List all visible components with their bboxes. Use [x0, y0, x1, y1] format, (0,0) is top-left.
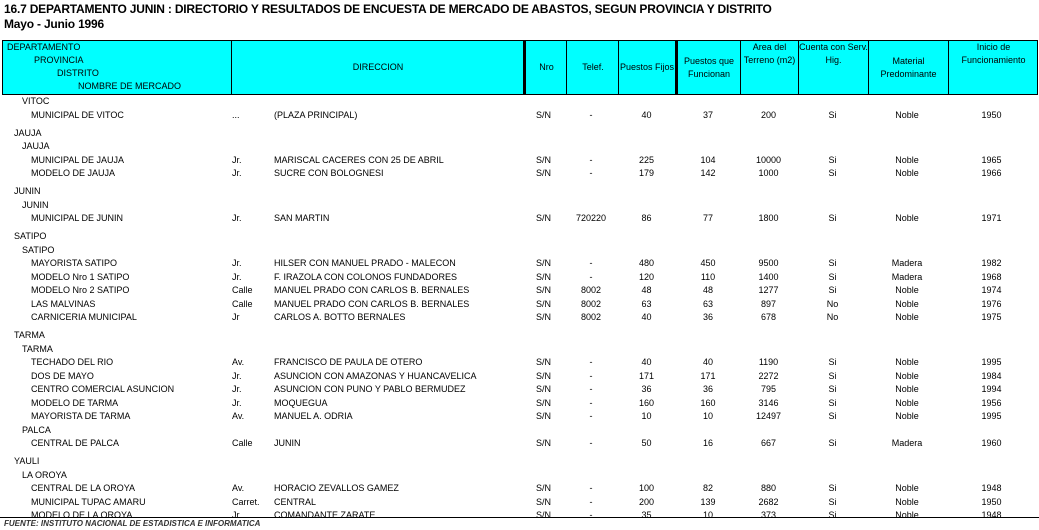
cell-area: 1400 [758, 271, 779, 282]
cell-via: Calle [232, 438, 253, 448]
cell-area: 1800 [758, 213, 779, 223]
market-name: MUNICIPAL TUPAC AMARU [31, 496, 146, 507]
provincia-row [0, 455, 1039, 469]
cell-dir: COMANDANTE ZARATE [274, 510, 376, 520]
header-departamento: DEPARTAMENTO [7, 42, 81, 52]
cell-area: 9500 [758, 258, 779, 268]
cell-serv: Si [828, 271, 837, 282]
cell-serv: Si [828, 285, 837, 295]
table-row [0, 257, 1039, 271]
cell-via: Jr. [232, 384, 242, 394]
header-inicio: Inicio de Funcionamiento [948, 41, 1038, 94]
cell-dir: SUCRE CON BOLOGNESI [274, 168, 384, 178]
cell-nro: S/N [535, 154, 551, 165]
cell-func: 16 [702, 438, 713, 448]
cell-ini: 1994 [981, 384, 1002, 394]
cell-tel: - [589, 397, 593, 408]
cell-ini: 1971 [981, 213, 1002, 223]
cell-dir: MOQUEGUA [274, 397, 328, 408]
cell-via: Jr. [232, 370, 242, 381]
cell-tel: 8002 [580, 285, 602, 295]
cell-tel: - [589, 154, 593, 165]
distrito-row [0, 140, 1039, 154]
cell-serv: No [826, 312, 839, 322]
cell-ini: 1956 [981, 397, 1002, 408]
cell-dir: ASUNCION CON AMAZONAS Y HUANCAVELICA [274, 370, 477, 381]
cell-fijos: 160 [638, 397, 655, 408]
market-name: CENTRO COMERCIAL ASUNCION [31, 384, 175, 394]
market-name: DOS DE MAYO [31, 370, 94, 381]
table-row [0, 397, 1039, 411]
table-row [0, 154, 1039, 168]
cell-via: Av. [232, 357, 245, 367]
cell-ini: 1995 [981, 357, 1002, 367]
cell-area: 795 [760, 384, 777, 394]
cell-ini: 1950 [981, 496, 1002, 507]
cell-area: 1190 [758, 357, 779, 367]
header-nombre: NOMBRE DE MERCADO [78, 81, 182, 91]
cell-fijos: 48 [641, 285, 652, 295]
cell-mat: Noble [895, 168, 919, 178]
cell-dir: HILSER CON MANUEL PRADO - MALECON [274, 258, 456, 268]
cell-ini: 1965 [981, 154, 1002, 165]
cell-nro: S/N [535, 312, 551, 322]
cell-nro: S/N [535, 411, 551, 421]
table-row [0, 167, 1039, 181]
cell-via: Calle [232, 285, 253, 295]
cell-fijos: 225 [638, 154, 655, 165]
cell-func: 82 [702, 483, 713, 493]
header-fijos: Puestos Fijos [618, 41, 675, 94]
cell-func: 36 [702, 384, 713, 394]
cell-mat: Noble [895, 109, 919, 120]
cell-serv: Si [828, 154, 837, 165]
cell-fijos: 40 [641, 109, 652, 120]
cell-nro: S/N [535, 168, 551, 178]
cell-serv: Si [828, 384, 837, 394]
cell-area: 897 [760, 298, 777, 309]
market-name: MAYORISTA DE TARMA [31, 411, 131, 421]
report-subtitle: Mayo - Junio 1996 [4, 17, 104, 31]
cell-tel: - [589, 109, 593, 120]
market-name: MODELO Nro 1 SATIPO [31, 271, 130, 282]
cell-dir: JUNIN [274, 438, 301, 448]
cell-tel: - [589, 168, 593, 178]
distrito-name: TARMA [22, 343, 53, 354]
cell-tel: - [589, 496, 593, 507]
cell-fijos: 179 [638, 168, 655, 178]
cell-tel: - [589, 483, 593, 493]
distrito-row [0, 95, 1039, 109]
cell-via: ... [232, 109, 240, 120]
cell-mat: Madera [891, 438, 923, 448]
cell-func: 10 [702, 510, 713, 520]
market-name: MODELO DE JAUJA [31, 168, 116, 178]
provincia-row [0, 127, 1039, 141]
cell-tel: - [589, 510, 593, 520]
market-name: MODELO Nro 2 SATIPO [31, 285, 130, 295]
cell-area: 2272 [758, 370, 779, 381]
cell-area: 200 [760, 109, 777, 120]
distrito-name: PALCA [22, 424, 51, 435]
table-row [0, 410, 1039, 424]
cell-via: Jr. [232, 154, 242, 165]
cell-mat: Noble [895, 357, 919, 367]
provincia-row [0, 329, 1039, 343]
market-name: MODELO DE TARMA [31, 397, 119, 408]
cell-dir: ASUNCION CON PUNO Y PABLO BERMUDEZ [274, 384, 466, 394]
cell-fijos: 100 [638, 483, 655, 493]
cell-func: 37 [702, 109, 713, 120]
cell-func: 10 [702, 411, 713, 421]
market-name: MUNICIPAL DE JAUJA [31, 154, 125, 165]
cell-fijos: 36 [641, 384, 652, 394]
cell-mat: Noble [895, 483, 919, 493]
cell-mat: Noble [895, 298, 919, 309]
cell-mat: Noble [895, 213, 919, 223]
cell-area: 1277 [758, 285, 779, 295]
cell-via: Jr. [232, 213, 242, 223]
cell-fijos: 200 [638, 496, 655, 507]
cell-tel: 8002 [580, 312, 602, 322]
cell-dir: MANUEL A. ODRIA [274, 411, 353, 421]
market-name: LAS MALVINAS [31, 298, 96, 309]
provincia-name: YAULI [14, 456, 40, 466]
cell-area: 373 [760, 510, 777, 520]
table-row [0, 356, 1039, 370]
cell-nro: S/N [535, 285, 551, 295]
cell-mat: Noble [895, 370, 919, 381]
provincia-row [0, 230, 1039, 244]
cell-dir: F. IRAZOLA CON COLONOS FUNDADORES [274, 271, 458, 282]
cell-nro: S/N [535, 109, 551, 120]
cell-ini: 1948 [981, 483, 1002, 493]
cell-fijos: 63 [641, 298, 652, 309]
cell-func: 142 [700, 168, 716, 178]
cell-dir: MANUEL PRADO CON CARLOS B. BERNALES [274, 285, 470, 295]
cell-mat: Noble [895, 154, 919, 165]
cell-fijos: 35 [641, 510, 652, 520]
cell-serv: Si [828, 483, 837, 493]
cell-tel: - [589, 438, 593, 448]
cell-ini: 1974 [981, 285, 1002, 295]
cell-mat: Madera [891, 258, 923, 268]
cell-via: Av. [232, 411, 245, 421]
distrito-row [0, 199, 1039, 213]
cell-func: 160 [700, 397, 716, 408]
distrito-name: JUNIN [22, 199, 49, 210]
header-nro: Nro [523, 41, 567, 94]
table-row [0, 383, 1039, 397]
distrito-row [0, 469, 1039, 483]
table-row [0, 437, 1039, 451]
cell-area: 678 [760, 312, 777, 322]
cell-dir: SAN MARTIN [274, 213, 330, 223]
cell-mat: Noble [895, 312, 919, 322]
cell-area: 880 [760, 483, 777, 493]
cell-tel: - [589, 370, 593, 381]
cell-mat: Madera [891, 271, 923, 282]
header-area: Area del Terreno (m2) [740, 41, 798, 94]
cell-fijos: 10 [641, 411, 652, 421]
bottom-rule [0, 517, 1039, 518]
cell-serv: Si [828, 411, 837, 421]
cell-mat: Noble [895, 510, 919, 520]
report-title: 16.7 DEPARTAMENTO JUNIN : DIRECTORIO Y RESULTADOS DE ENCUESTA DE MERCADO DE ABASTOS, SEGUN PROVINCIA Y DISTRITO [4, 2, 772, 16]
provincia-name: JUNIN [14, 186, 41, 196]
cell-dir: (PLAZA PRINCIPAL) [274, 109, 358, 120]
cell-via: Av. [232, 483, 245, 493]
market-name: MAYORISTA SATIPO [31, 258, 118, 268]
cell-dir: CENTRAL [274, 496, 317, 507]
table-row [0, 271, 1039, 285]
cell-tel: 720220 [575, 213, 607, 223]
cell-serv: Si [828, 370, 837, 381]
market-name: MODELO DE LA OROYA [31, 510, 133, 520]
header-funcionan: Puestos que Funcionan [675, 41, 740, 94]
cell-area: 10000 [755, 154, 782, 165]
cell-nro: S/N [535, 384, 551, 394]
market-name: CENTRAL DE PALCA [31, 438, 120, 448]
cell-fijos: 50 [641, 438, 652, 448]
cell-area: 667 [760, 438, 777, 448]
cell-mat: Noble [895, 411, 919, 421]
cell-mat: Noble [895, 397, 919, 408]
cell-nro: S/N [535, 397, 551, 408]
cell-ini: 1976 [981, 298, 1002, 309]
table-header [2, 40, 1038, 95]
market-name: MUNICIPAL DE VITOC [31, 109, 124, 120]
cell-func: 40 [702, 357, 713, 367]
cell-nro: S/N [535, 357, 551, 367]
cell-func: 450 [700, 258, 716, 268]
cell-ini: 1975 [981, 312, 1002, 322]
cell-serv: Si [828, 213, 837, 223]
market-name: MUNICIPAL DE JUNIN [31, 213, 124, 223]
cell-serv: No [826, 298, 839, 309]
table-body [0, 95, 1039, 523]
market-name: CARNICERIA MUNICIPAL [31, 312, 137, 322]
market-name: CENTRAL DE LA OROYA [31, 483, 136, 493]
table-row [0, 212, 1039, 226]
cell-via: Jr [232, 312, 240, 322]
table-row [0, 284, 1039, 298]
cell-mat: Noble [895, 384, 919, 394]
header-material: Material Predominante [868, 41, 948, 94]
provincia-name: JAUJA [14, 127, 42, 138]
cell-fijos: 40 [641, 312, 652, 322]
cell-fijos: 480 [638, 258, 655, 268]
cell-dir: CARLOS A. BOTTO BERNALES [274, 312, 406, 322]
cell-nro: S/N [535, 496, 551, 507]
cell-ini: 1984 [981, 370, 1002, 381]
cell-serv: Si [828, 109, 837, 120]
table-row [0, 311, 1039, 325]
cell-nro: S/N [535, 510, 551, 520]
cell-nro: S/N [535, 483, 551, 493]
header-distrito: DISTRITO [57, 68, 99, 78]
provincia-name: SATIPO [14, 231, 47, 241]
cell-mat: Noble [895, 285, 919, 295]
distrito-name: SATIPO [22, 244, 55, 255]
provincia-name: TARMA [14, 330, 45, 340]
header-telef: Telef. [566, 41, 619, 94]
cell-dir: HORACIO ZEVALLOS GAMEZ [274, 483, 399, 493]
cell-area: 1000 [758, 168, 779, 178]
cell-ini: 1966 [981, 168, 1002, 178]
cell-ini: 1968 [981, 271, 1002, 282]
cell-tel: - [589, 258, 593, 268]
cell-ini: 1950 [981, 109, 1002, 120]
cell-nro: S/N [535, 271, 551, 282]
cell-func: 139 [700, 496, 716, 507]
table-row [0, 298, 1039, 312]
distrito-name: LA OROYA [22, 469, 67, 480]
cell-ini: 1960 [981, 438, 1002, 448]
cell-fijos: 171 [638, 370, 655, 381]
cell-nro: S/N [535, 213, 551, 223]
cell-via: Jr. [232, 510, 242, 520]
cell-nro: S/N [535, 298, 551, 309]
cell-via: Jr. [232, 258, 242, 268]
cell-fijos: 120 [638, 271, 655, 282]
table-row [0, 109, 1039, 123]
header-provincia: PROVINCIA [34, 55, 84, 65]
distrito-row [0, 244, 1039, 258]
cell-func: 171 [700, 370, 716, 381]
cell-serv: Si [828, 258, 837, 268]
cell-func: 104 [700, 154, 716, 165]
cell-area: 12497 [755, 411, 782, 421]
cell-ini: 1995 [981, 411, 1002, 421]
cell-func: 48 [702, 285, 713, 295]
header-serv: Cuenta con Serv. Hig. [798, 41, 868, 94]
cell-func: 77 [702, 213, 713, 223]
table-row [0, 496, 1039, 510]
cell-ini: 1948 [981, 510, 1002, 520]
cell-area: 3146 [758, 397, 779, 408]
cell-nro: S/N [535, 370, 551, 381]
cell-nro: S/N [535, 258, 551, 268]
distrito-name: VITOC [22, 96, 50, 106]
cell-via: Calle [232, 298, 253, 309]
cell-ini: 1982 [981, 258, 1002, 268]
cell-via: Jr. [232, 168, 242, 178]
distrito-name: JAUJA [22, 141, 50, 151]
market-name: TECHADO DEL RIO [31, 357, 114, 367]
cell-serv: Si [828, 168, 837, 178]
table-row [0, 482, 1039, 496]
cell-via: Jr. [232, 271, 242, 282]
cell-func: 110 [700, 271, 716, 282]
cell-tel: - [589, 271, 593, 282]
cell-func: 63 [702, 298, 713, 309]
cell-via: Carret. [232, 496, 260, 507]
cell-serv: Si [828, 397, 837, 408]
cell-func: 36 [702, 312, 713, 322]
distrito-row [0, 424, 1039, 438]
source-note: FUENTE: INSTITUTO NACIONAL DE ESTADISTICA E INFORMATICA [4, 519, 261, 528]
cell-serv: Si [828, 357, 837, 367]
cell-tel: - [589, 357, 593, 367]
header-direccion: DIRECCION [231, 41, 524, 94]
cell-dir: MANUEL PRADO CON CARLOS B. BERNALES [274, 298, 470, 309]
cell-fijos: 86 [641, 213, 652, 223]
provincia-row [0, 185, 1039, 199]
cell-nro: S/N [535, 438, 551, 448]
cell-serv: Si [828, 510, 837, 520]
cell-dir: FRANCISCO DE PAULA DE OTERO [274, 357, 423, 367]
distrito-row [0, 343, 1039, 357]
cell-tel: - [589, 411, 593, 421]
cell-fijos: 40 [641, 357, 652, 367]
table-row [0, 370, 1039, 384]
cell-area: 2682 [758, 496, 779, 507]
cell-serv: Si [828, 496, 837, 507]
cell-dir: MARISCAL CACERES CON 25 DE ABRIL [274, 154, 444, 165]
cell-serv: Si [828, 438, 837, 448]
cell-tel: - [589, 384, 593, 394]
cell-mat: Noble [895, 496, 919, 507]
cell-via: Jr. [232, 397, 242, 408]
cell-tel: 8002 [580, 298, 602, 309]
